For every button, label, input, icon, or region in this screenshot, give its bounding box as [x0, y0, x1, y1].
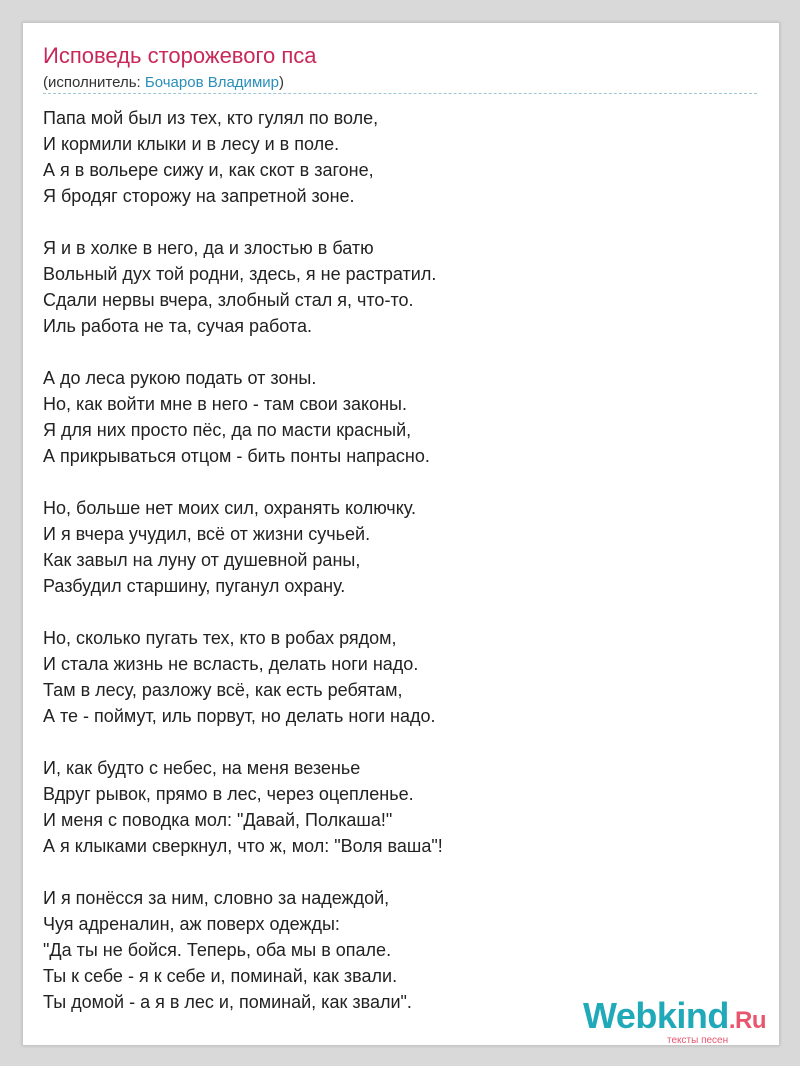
lyrics-line: Разбудил старшину, пуганул охрану. — [43, 576, 346, 596]
lyrics-line: Как завыл на луну от душевной раны, — [43, 550, 361, 570]
logo-wordmark — [583, 995, 766, 1037]
lyrics-line: Но, сколько пугать тех, кто в робах рядом, — [43, 628, 397, 648]
artist-suffix: ) — [278, 74, 284, 91]
lyrics-stanza — [43, 755, 757, 859]
lyrics-line: Я для них просто пёс, да по масти красный, — [43, 420, 412, 440]
lyrics-stanza — [43, 105, 757, 209]
artist-link[interactable]: Бочаров Владимир — [144, 74, 279, 91]
artist-prefix: (исполнитель: — [43, 74, 145, 91]
lyrics-line: Но, как войти мне в него - там свои законы. — [43, 394, 407, 414]
lyrics-page — [22, 22, 780, 1046]
title-divider — [43, 93, 757, 94]
lyrics-line: И я понёсся за ним, словно за надеждой, — [43, 888, 390, 908]
lyrics-line: И кормили клыки и в лесу и в поле. — [43, 134, 340, 154]
lyrics-line: Я и в холке в него, да и злостью в батю — [43, 238, 374, 258]
lyrics-line: А прикрываться отцом - бить понты напрасно. — [43, 446, 430, 466]
lyrics-stanza — [43, 495, 757, 599]
artist-line — [43, 74, 284, 91]
lyrics-line: А те - поймут, иль порвут, но делать ноги надо. — [43, 706, 436, 726]
webkind-logo — [583, 995, 783, 1045]
lyrics-line: А я в вольере сижу и, как скот в загоне, — [43, 160, 374, 180]
lyrics-line: Вольный дух той родни, здесь, я не растратил. — [43, 264, 437, 284]
lyrics-line: Сдали нервы вчера, злобный стал я, что-то. — [43, 290, 414, 310]
lyrics-stanza — [43, 235, 757, 339]
logo-main-text: Webkind — [583, 995, 729, 1036]
song-title: Исповедь сторожевого пса — [43, 43, 317, 68]
lyrics-line: Иль работа не та, сучая работа. — [43, 316, 312, 336]
lyrics-line: Там в лесу, разложу всё, как есть ребятам, — [43, 680, 403, 700]
lyrics-line: И стала жизнь не всласть, делать ноги надо. — [43, 654, 419, 674]
logo-domain-suffix: .Ru — [728, 1007, 767, 1034]
lyrics-line: Чуя адреналин, аж поверх одежды: — [43, 914, 340, 934]
lyrics-line: Вдруг рывок, прямо в лес, через оцепленье. — [43, 784, 414, 804]
lyrics-line: Я бродяг сторожу на запретной зоне. — [43, 186, 355, 206]
lyrics-line: А я клыками сверкнул, что ж, мол: "Воля ваша"! — [43, 836, 443, 856]
lyrics-line: Папа мой был из тех, кто гулял по воле, — [43, 108, 379, 128]
lyrics-line: Ты к себе - я к себе и, поминай, как звали. — [43, 966, 398, 986]
lyrics-line: Ты домой - а я в лес и, поминай, как звали". — [43, 992, 412, 1012]
lyrics-line: И меня с поводка мол: "Давай, Полкаша!" — [43, 810, 393, 830]
lyrics-stanza — [43, 365, 757, 469]
logo-tagline: тексты песен — [667, 1035, 729, 1046]
lyrics-line: Но, больше нет моих сил, охранять колючку. — [43, 498, 416, 518]
lyrics-line: И, как будто с небес, на меня везенье — [43, 758, 361, 778]
lyrics-line: "Да ты не бойся. Теперь, оба мы в опале. — [43, 940, 392, 960]
lyrics-body — [43, 105, 757, 1041]
lyrics-line: И я вчера учудил, всё от жизни сучьей. — [43, 524, 371, 544]
lyrics-line: А до леса рукою подать от зоны. — [43, 368, 317, 388]
lyrics-stanza — [43, 625, 757, 729]
